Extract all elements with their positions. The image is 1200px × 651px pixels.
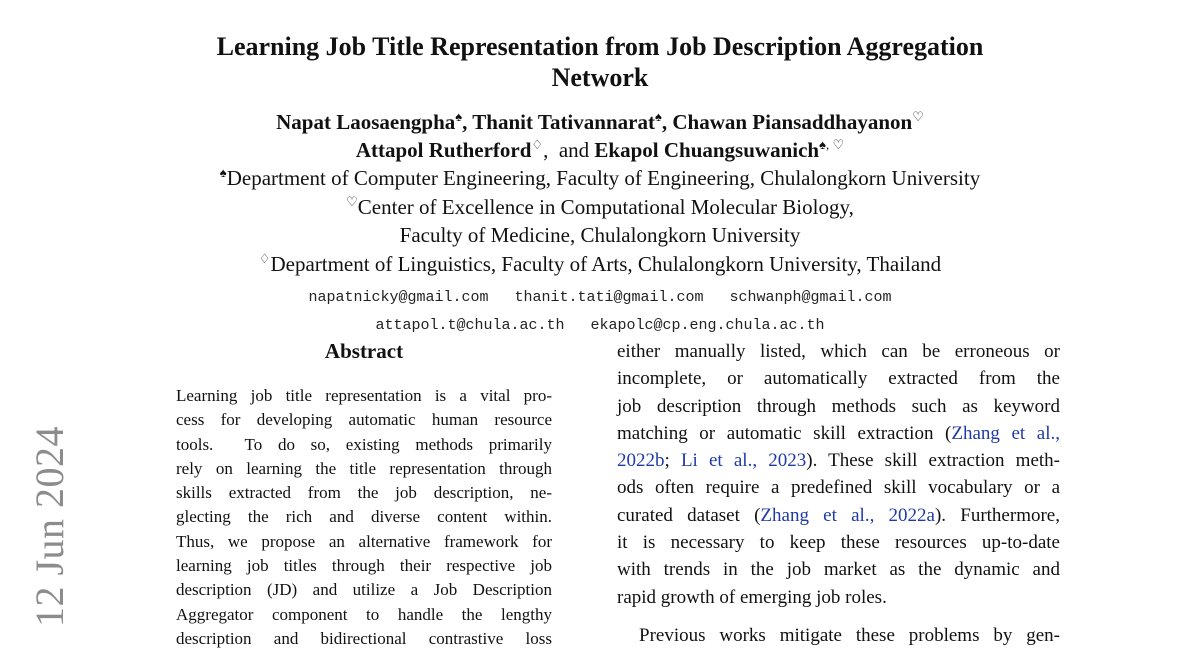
- author-name: Chawan Piansaddhayanon: [672, 110, 913, 134]
- abstract-line: Learning job title representation is a vital pro-: [176, 386, 552, 405]
- body-paragraph-2: [617, 622, 1060, 649]
- abstract-line: tools. To do so, existing methods primarily: [176, 434, 552, 454]
- affiliation-mark: ♡: [912, 109, 924, 124]
- paper-title: [0, 31, 1200, 93]
- body-line: job description through methods such as keyword: [617, 395, 1060, 417]
- author-separator: ,: [462, 110, 473, 134]
- affiliation-3: [0, 250, 1200, 279]
- abstract-line: Aggregator component to handle the lengthy: [176, 604, 552, 624]
- abstract-line: description and bidirectional contrastive loss: [176, 628, 552, 648]
- arxiv-date: 12 Jun 2024: [27, 425, 73, 627]
- email-address[interactable]: napatnicky@gmail.com: [308, 289, 489, 306]
- body-right-column: [617, 338, 1060, 649]
- affiliation-mark: ♠: [219, 165, 227, 180]
- author-name: Thanit Tativannarat: [472, 110, 655, 134]
- body-line: [617, 502, 1060, 529]
- email-address[interactable]: attapol.t@chula.ac.th: [375, 317, 565, 334]
- body-text: matching or automatic skill extraction (: [617, 422, 952, 444]
- author-line-1: [0, 108, 1200, 136]
- affiliation-mark: ♠: [455, 109, 463, 124]
- author-name: Napat Laosaengpha: [276, 110, 456, 134]
- affiliation-mark: ♢: [258, 250, 271, 266]
- body-line: ods often require a predefined skill vocabulary or a: [617, 477, 1060, 499]
- citation-link[interactable]: Li et al., 2023: [680, 450, 807, 472]
- abstract-line: rely on learning the title representation through: [176, 458, 552, 478]
- email-address[interactable]: thanit.tati@gmail.com: [514, 289, 704, 306]
- abstract-line: description (JD) and utilize a Job Description: [176, 580, 552, 600]
- email-list: [0, 284, 1200, 340]
- email-address[interactable]: schwanph@gmail.com: [729, 289, 892, 306]
- citation-link[interactable]: 2022b: [617, 450, 665, 472]
- email-line-1: [0, 284, 1200, 312]
- body-line: rapid growth of emerging job roles.: [617, 586, 887, 608]
- citation-link[interactable]: Zhang et al., 2022a: [760, 504, 935, 526]
- abstract-line: skills extracted from the job description, ne-: [176, 483, 552, 503]
- abstract-body: [176, 384, 552, 651]
- author-separator: ,: [661, 110, 673, 134]
- email-line-2: [0, 312, 1200, 340]
- affiliation-2-cont: Faculty of Medicine, Chulalongkorn University: [399, 223, 801, 247]
- affiliation-text: Center of Excellence in Computational Molecular Biology,: [357, 194, 854, 219]
- author-list: [0, 108, 1200, 164]
- abstract-line: learning job titles through their respective job: [176, 556, 552, 576]
- title-line-2: Network: [551, 63, 649, 92]
- body-line: [617, 447, 1060, 474]
- author-name: Attapol Rutherford: [355, 138, 532, 162]
- body-line: Previous works mitigate these problems by gen-: [639, 624, 1060, 646]
- affiliation-mark: ♢: [531, 137, 544, 152]
- affiliation-mark: ♠, ♡: [819, 137, 845, 152]
- abstract-line: Thus, we propose an alternative framework for: [176, 531, 552, 551]
- body-text: ;: [664, 450, 681, 472]
- body-text: ). These skill extraction meth-: [806, 450, 1061, 472]
- affiliation-mark: ♡: [346, 193, 358, 209]
- body-line: either manually listed, which can be erroneous or: [617, 341, 1060, 362]
- abstract-line: glecting the rich and diverse content within.: [176, 507, 552, 527]
- abstract-heading: Abstract: [324, 339, 404, 363]
- body-line: with trends in the job market as the dynamic and: [617, 559, 1060, 581]
- body-line: [617, 420, 1060, 447]
- affiliation-text: Department of Computer Engineering, Faculty of Engineering, Chulalongkorn University: [226, 166, 981, 190]
- body-line: incomplete, or automatically extracted from the: [617, 368, 1060, 390]
- body-text: curated dataset (: [617, 504, 761, 526]
- body-text: ). Furthermore,: [934, 504, 1060, 526]
- affiliation-2: [0, 193, 1200, 222]
- body-line: it is necessary to keep these resources up-to-date: [617, 532, 1060, 554]
- affiliation-list: [0, 164, 1200, 278]
- author-name: Ekapol Chuangsuwanich: [594, 138, 820, 162]
- abstract-line: cess for developing automatic human resource: [176, 410, 552, 430]
- affiliation-text: Department of Linguistics, Faculty of Arts, Chulalongkorn University, Thailand: [270, 251, 942, 276]
- author-line-2: [0, 136, 1200, 164]
- arxiv-identifier-stamp: [18, 425, 82, 627]
- title-line-1: Learning Job Title Representation from Job Description Aggregation: [216, 32, 984, 61]
- affiliation-mark: ♠: [654, 109, 662, 124]
- affiliation-1: [0, 164, 1200, 193]
- citation-link[interactable]: Zhang et al.,: [951, 422, 1060, 444]
- author-conjunction: , and: [543, 138, 595, 162]
- email-address[interactable]: ekapolc@cp.eng.chula.ac.th: [590, 317, 825, 334]
- body-paragraph-1: [617, 338, 1060, 611]
